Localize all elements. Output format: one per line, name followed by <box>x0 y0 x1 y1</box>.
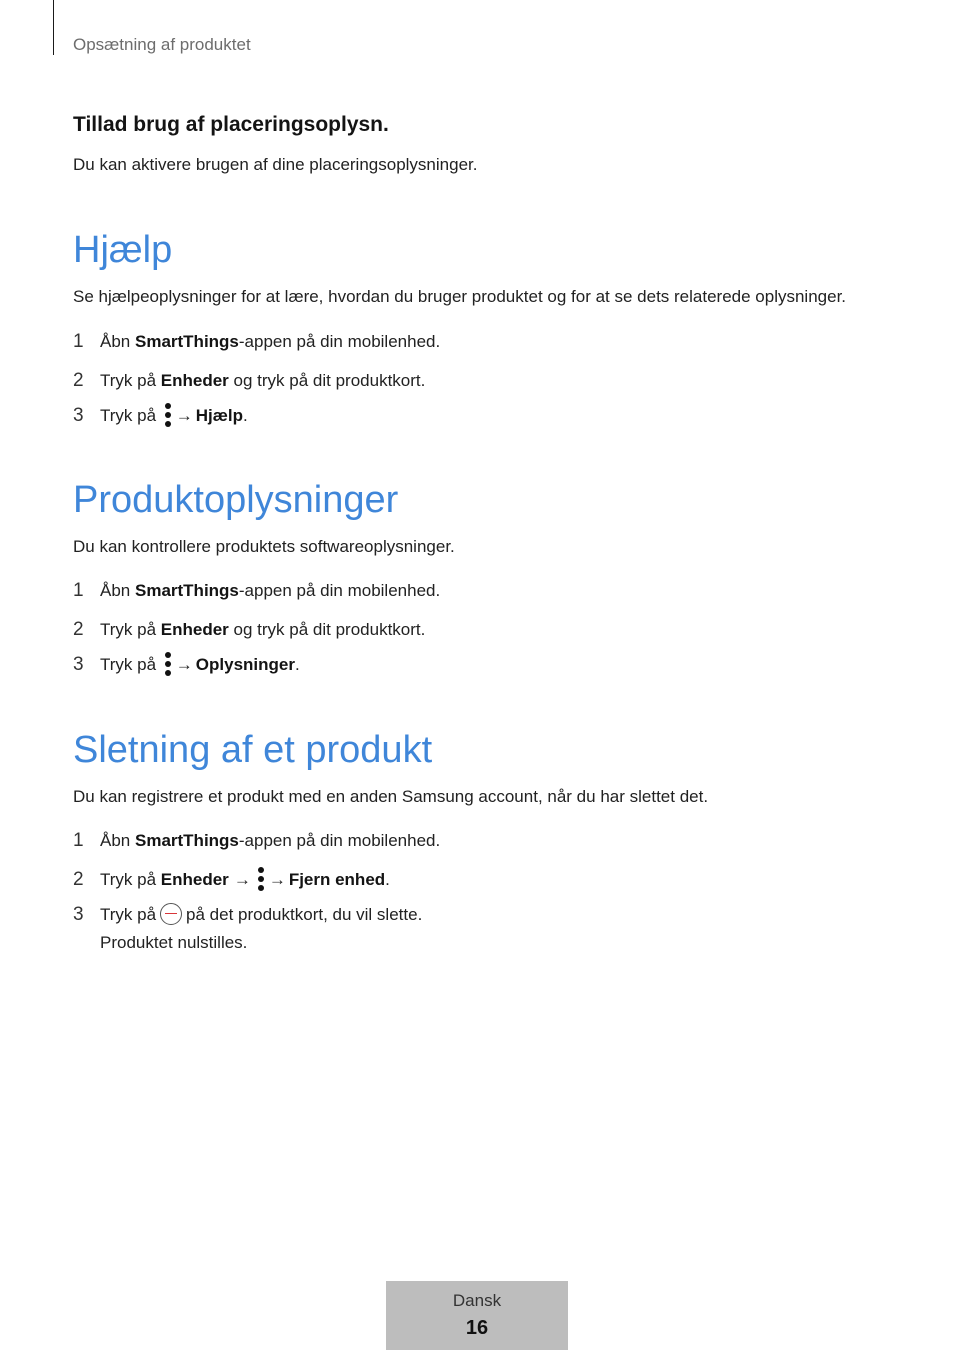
step-bold: SmartThings <box>134 332 239 351</box>
step-text: . <box>294 655 300 674</box>
remove-circle-icon <box>160 903 182 925</box>
step-text: og tryk på dit produktkort. <box>228 620 426 639</box>
step-number: 2 <box>73 619 84 640</box>
step-text: Tryk på <box>100 655 161 674</box>
step-text: . <box>385 870 390 889</box>
info-heading: Produktoplysninger <box>73 479 399 521</box>
help-intro: Se hjælpeoplysninger for at lære, hvordan du bruger produktet og for at se dets relaterede oplysninger. <box>73 287 847 306</box>
step-text: på det produktkort, du vil slette. <box>186 905 423 924</box>
info-intro: Du kan kontrollere produktets softwareoplysninger. <box>73 537 455 556</box>
step-text: Åbn <box>100 332 135 351</box>
step-bold: Oplysninger <box>195 655 295 674</box>
more-options-icon <box>164 652 172 676</box>
step-bold: Enheder <box>160 371 229 390</box>
arrow-icon: → <box>175 406 193 425</box>
step-number: 2 <box>73 370 84 391</box>
step-text: Tryk på <box>100 371 161 390</box>
step-number: 1 <box>73 331 84 352</box>
step-bold: SmartThings <box>134 831 239 850</box>
arrow-icon: → <box>175 655 193 674</box>
arrow-icon: → <box>268 870 286 889</box>
step-continuation: Produktet nulstilles. <box>100 933 248 952</box>
delete-intro: Du kan registrere et produkt med en anden Samsung account, når du har slettet det. <box>73 787 709 806</box>
step-bold: Hjælp <box>195 406 244 425</box>
step-number: 2 <box>73 869 84 890</box>
footer-language: Dansk <box>452 1291 502 1310</box>
info-section <box>73 478 913 558</box>
step-bold: SmartThings <box>134 581 239 600</box>
step-number: 3 <box>73 904 84 925</box>
step-number: 3 <box>73 654 84 675</box>
step-text: . <box>243 406 248 425</box>
step-text: -appen på din mobilenhed. <box>238 831 441 850</box>
help-section <box>73 228 913 308</box>
page-footer <box>386 1281 568 1350</box>
delete-section <box>73 728 913 808</box>
location-description: Du kan aktivere brugen af dine placeringsoplysninger. <box>73 155 478 174</box>
help-heading: Hjælp <box>73 229 173 271</box>
step-text: -appen på din mobilenhed. <box>238 332 441 351</box>
step-text: Tryk på <box>100 406 161 425</box>
page-number: 16 <box>465 1317 489 1339</box>
step-number: 3 <box>73 405 84 426</box>
step-text: -appen på din mobilenhed. <box>238 581 441 600</box>
step-bold: Enheder <box>160 620 229 639</box>
location-title: Tillad brug af placeringsoplysn. <box>73 113 389 136</box>
step-number: 1 <box>73 830 84 851</box>
arrow-icon: → <box>233 870 251 889</box>
running-head: Opsætning af produktet <box>73 35 251 54</box>
step-number: 1 <box>73 580 84 601</box>
step-text: og tryk på dit produktkort. <box>228 371 426 390</box>
step-text: Tryk på <box>100 620 161 639</box>
step-text: Tryk på <box>100 905 157 924</box>
step-text: Åbn <box>100 581 135 600</box>
header-rule <box>53 0 54 55</box>
more-options-icon <box>164 403 172 427</box>
more-options-icon <box>257 867 265 891</box>
step-bold: Fjern enhed <box>288 870 386 889</box>
step-text: Tryk på <box>100 870 161 889</box>
delete-heading: Sletning af et produkt <box>73 729 433 771</box>
step-bold: Enheder <box>160 870 229 889</box>
step-text: Åbn <box>100 831 135 850</box>
